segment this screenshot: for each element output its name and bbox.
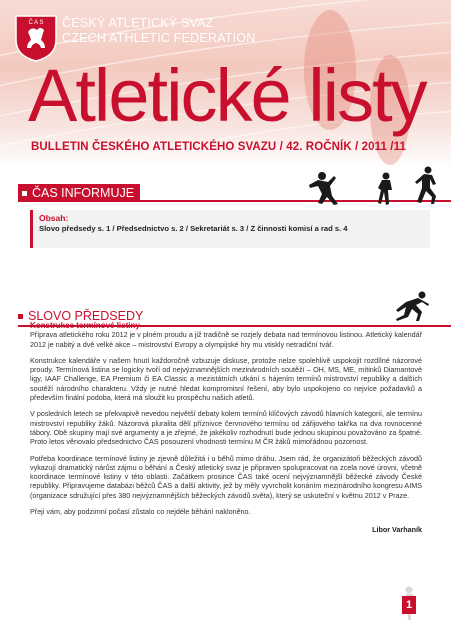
article-paragraph: Konstrukce kalendáře v našem hnutí každoročně vzbuzuje diskuse, protože nelze spolehlivě uspokojit rozdílné názorové proudy. Termínová listina se logicky tvoří od nejvýznamnějších mezinárodních soutěží – OH, MS, ME, mítinků Diamantové ligy, IAAF Challenge, EA Premium či EA Classic a mezistátních utkání s hájením termínů mistrovství republiky a dalších soutěží národního charakteru. Vždy je nutné hledat kompromisní řešení, aby bylo uspokojeno co nejvíce požadavků a především finální podoba, která má sloužit ku prospěchu našich atletů.	[30, 355, 422, 403]
contents-heading: Obsah:	[39, 213, 69, 223]
section-title	[18, 184, 140, 202]
org-line-1: ČESKÝ ATLETICKÝ SVAZ	[62, 16, 214, 30]
publication-title: Atletické listy	[28, 54, 426, 137]
article	[30, 321, 422, 535]
sprinter-start-icon	[392, 288, 432, 322]
article-paragraph: V posledních letech se překvapivě nevedou největší debaty kolem termínů klíčových závodů hlavních kategorií, ale termínu mistrovství republiky žáků. Názorová pluralita dělí příznivce červnového termínu od zářijového takřka na dva rovnocenné tábory. Obě skupiny mají své argumenty a je zřejmé, že jakékoliv rozhodnutí bude jednou skupinou považováno za špatné. Proto letos věnovalo předsednictvo ČAS posouzení vhodnosti termínu M ČR žáků mimořádnou pozornost.	[30, 409, 422, 447]
article-heading: Konstrukce termínové listiny	[30, 321, 140, 330]
crest-text: Č A S	[28, 20, 44, 26]
contents-box	[30, 210, 430, 248]
article-paragraph: Potřeba koordinace termínové listiny je zjevně důležitá i u běhů mimo dráhu. Jsem rád, že organizátoři běžeckých závodů vykazují dramatický nárůst zájmu o běhání a Český atletický svaz je připraven spolupracovat na zcela nové úrovni, včetně koordinace termínové listiny v této oblasti. Začátkem prosince ČAS také ocení nejvýznamnější běžecké závody České republiky. Připravujeme databázi běžců ČAS a další aktivity, jež by měly vyvrcholit konáním mezinárodního kongresu AIMS (organizace sdružující přes 380 nejvýznamnějších běžeckých závodů světa), který se uskuteční v květnu 2012 v Praze.	[30, 453, 422, 500]
contents-text: Slovo předsedy s. 1 / Předsednictvo s. 2 / Sekretariát s. 3 / Z činnosti komisí a rad s. 4	[39, 224, 348, 233]
article-paragraph: Příprava atletického roku 2012 je v plném proudu a již tradičně se rozjely debata nad termínovou listinou. Atletický kalendář 2012 je nabitý a dvě velké akce – mistrovství Evropy a olympijské hry mu vtiskly netradiční tvář.	[30, 330, 422, 349]
signature: Libor Varhaník	[372, 525, 422, 535]
shot-put-athlete-icon	[300, 170, 360, 206]
article-paragraph: Přeji vám, aby podzimní počasí zůstalo co nejdéle běhání nakloněno.	[30, 507, 251, 517]
header	[0, 0, 451, 168]
section-title-text: SLOVO PŘEDSEDY	[28, 309, 144, 323]
section-title-text: ČAS INFORMUJE	[32, 186, 135, 200]
hurdler-athlete-icon	[372, 172, 400, 206]
org-line-2: CZECH ATHLETIC FEDERATION	[62, 31, 256, 45]
bullet-square-icon	[22, 191, 27, 196]
organization-name	[62, 16, 255, 46]
runner-athlete-icon	[410, 166, 444, 206]
publication-subtitle: BULLETIN ČESKÉHO ATLETICKÉHO SVAZU / 42. ROČNÍK / 2011 /11	[31, 141, 406, 153]
page-number: 1	[402, 596, 416, 614]
bullet-square-icon	[18, 314, 23, 319]
